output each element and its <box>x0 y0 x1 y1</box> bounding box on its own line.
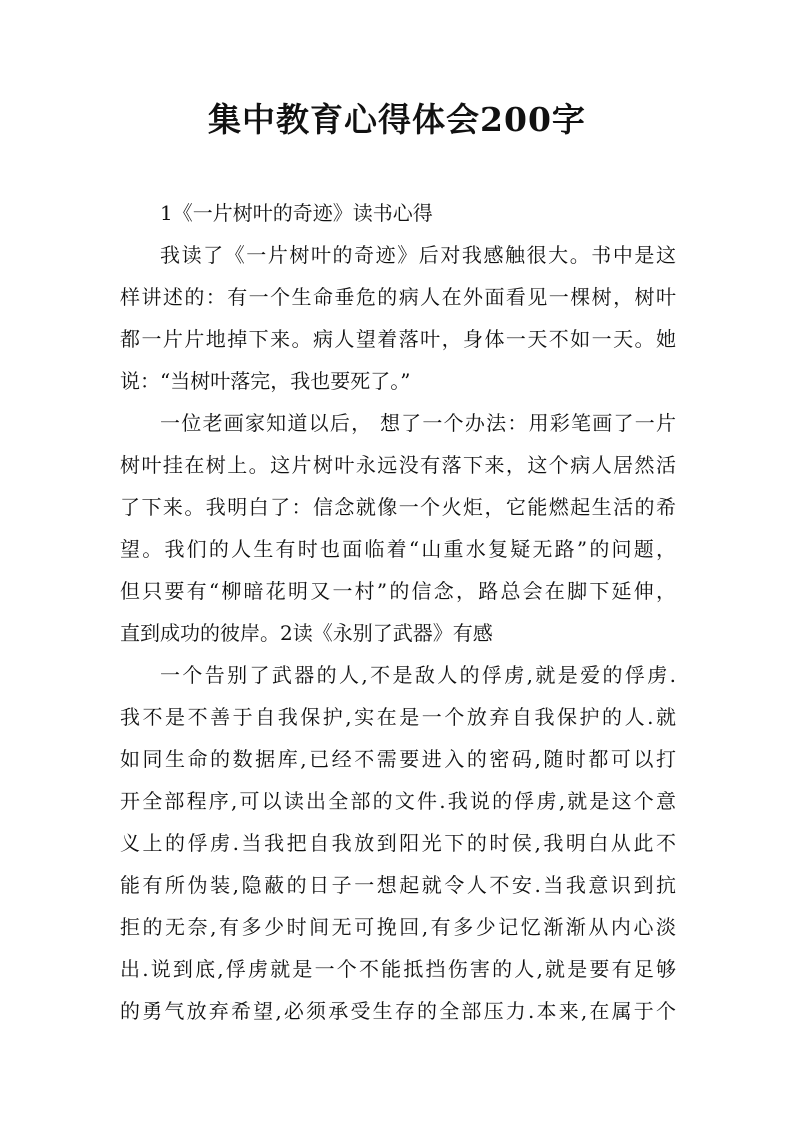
paragraph-line: 如同生命的数据库,已经不需要进入的密码,随时都可以打 <box>120 747 676 771</box>
paragraph-line: 出.说到底,俘虏就是一个不能抵挡伤害的人,就是要有足够 <box>120 957 676 981</box>
paragraph-line: 样讲述的：有一个生命垂危的病人在外面看见一棵树，树叶 <box>120 285 676 309</box>
paragraph-line: 一个告别了武器的人,不是敌人的俘虏,就是爱的俘虏. <box>160 663 676 687</box>
paragraph-line: 树叶挂在树上。这片树叶永远没有落下来，这个病人居然活 <box>120 453 676 477</box>
document-title: 集中教育心得体会200字 <box>208 100 586 139</box>
paragraph-line: 我读了《一片树叶的奇迹》后对我感触很大。书中是这 <box>160 243 676 267</box>
paragraph-line: 但只要有“柳暗花明又一村”的信念，路总会在脚下延伸， <box>120 579 676 603</box>
paragraph-line: 能有所伪装,隐蔽的日子一想起就令人不安.当我意识到抗 <box>120 873 676 897</box>
section-heading: 1《一片树叶的奇迹》读书心得 <box>160 201 433 225</box>
paragraph-line: 开全部程序,可以读出全部的文件.我说的俘虏,就是这个意 <box>120 789 676 813</box>
paragraph-line: 的勇气放弃希望,必须承受生存的全部压力.本来,在属于个 <box>120 999 676 1023</box>
paragraph-line: 我不是不善于自我保护,实在是一个放弃自我保护的人.就 <box>120 705 676 729</box>
paragraph-line: 望。我们的人生有时也面临着“山重水复疑无路”的问题， <box>120 537 676 561</box>
paragraph-line: 说：“当树叶落完，我也要死了。” <box>120 369 411 393</box>
paragraph-line: 直到成功的彼岸。2读《永别了武器》有感 <box>120 621 493 645</box>
paragraph-line: 一位老画家知道以后， 想了一个办法：用彩笔画了一片 <box>160 411 676 435</box>
paragraph-line: 都一片片地掉下来。病人望着落叶，身体一天不如一天。她 <box>120 327 676 351</box>
paragraph-line: 义上的俘虏.当我把自我放到阳光下的时侯,我明白从此不 <box>120 831 676 855</box>
paragraph-line: 拒的无奈,有多少时间无可挽回,有多少记忆渐渐从内心淡 <box>120 915 676 939</box>
paragraph-line: 了下来。我明白了：信念就像一个火炬，它能燃起生活的希 <box>120 495 676 519</box>
